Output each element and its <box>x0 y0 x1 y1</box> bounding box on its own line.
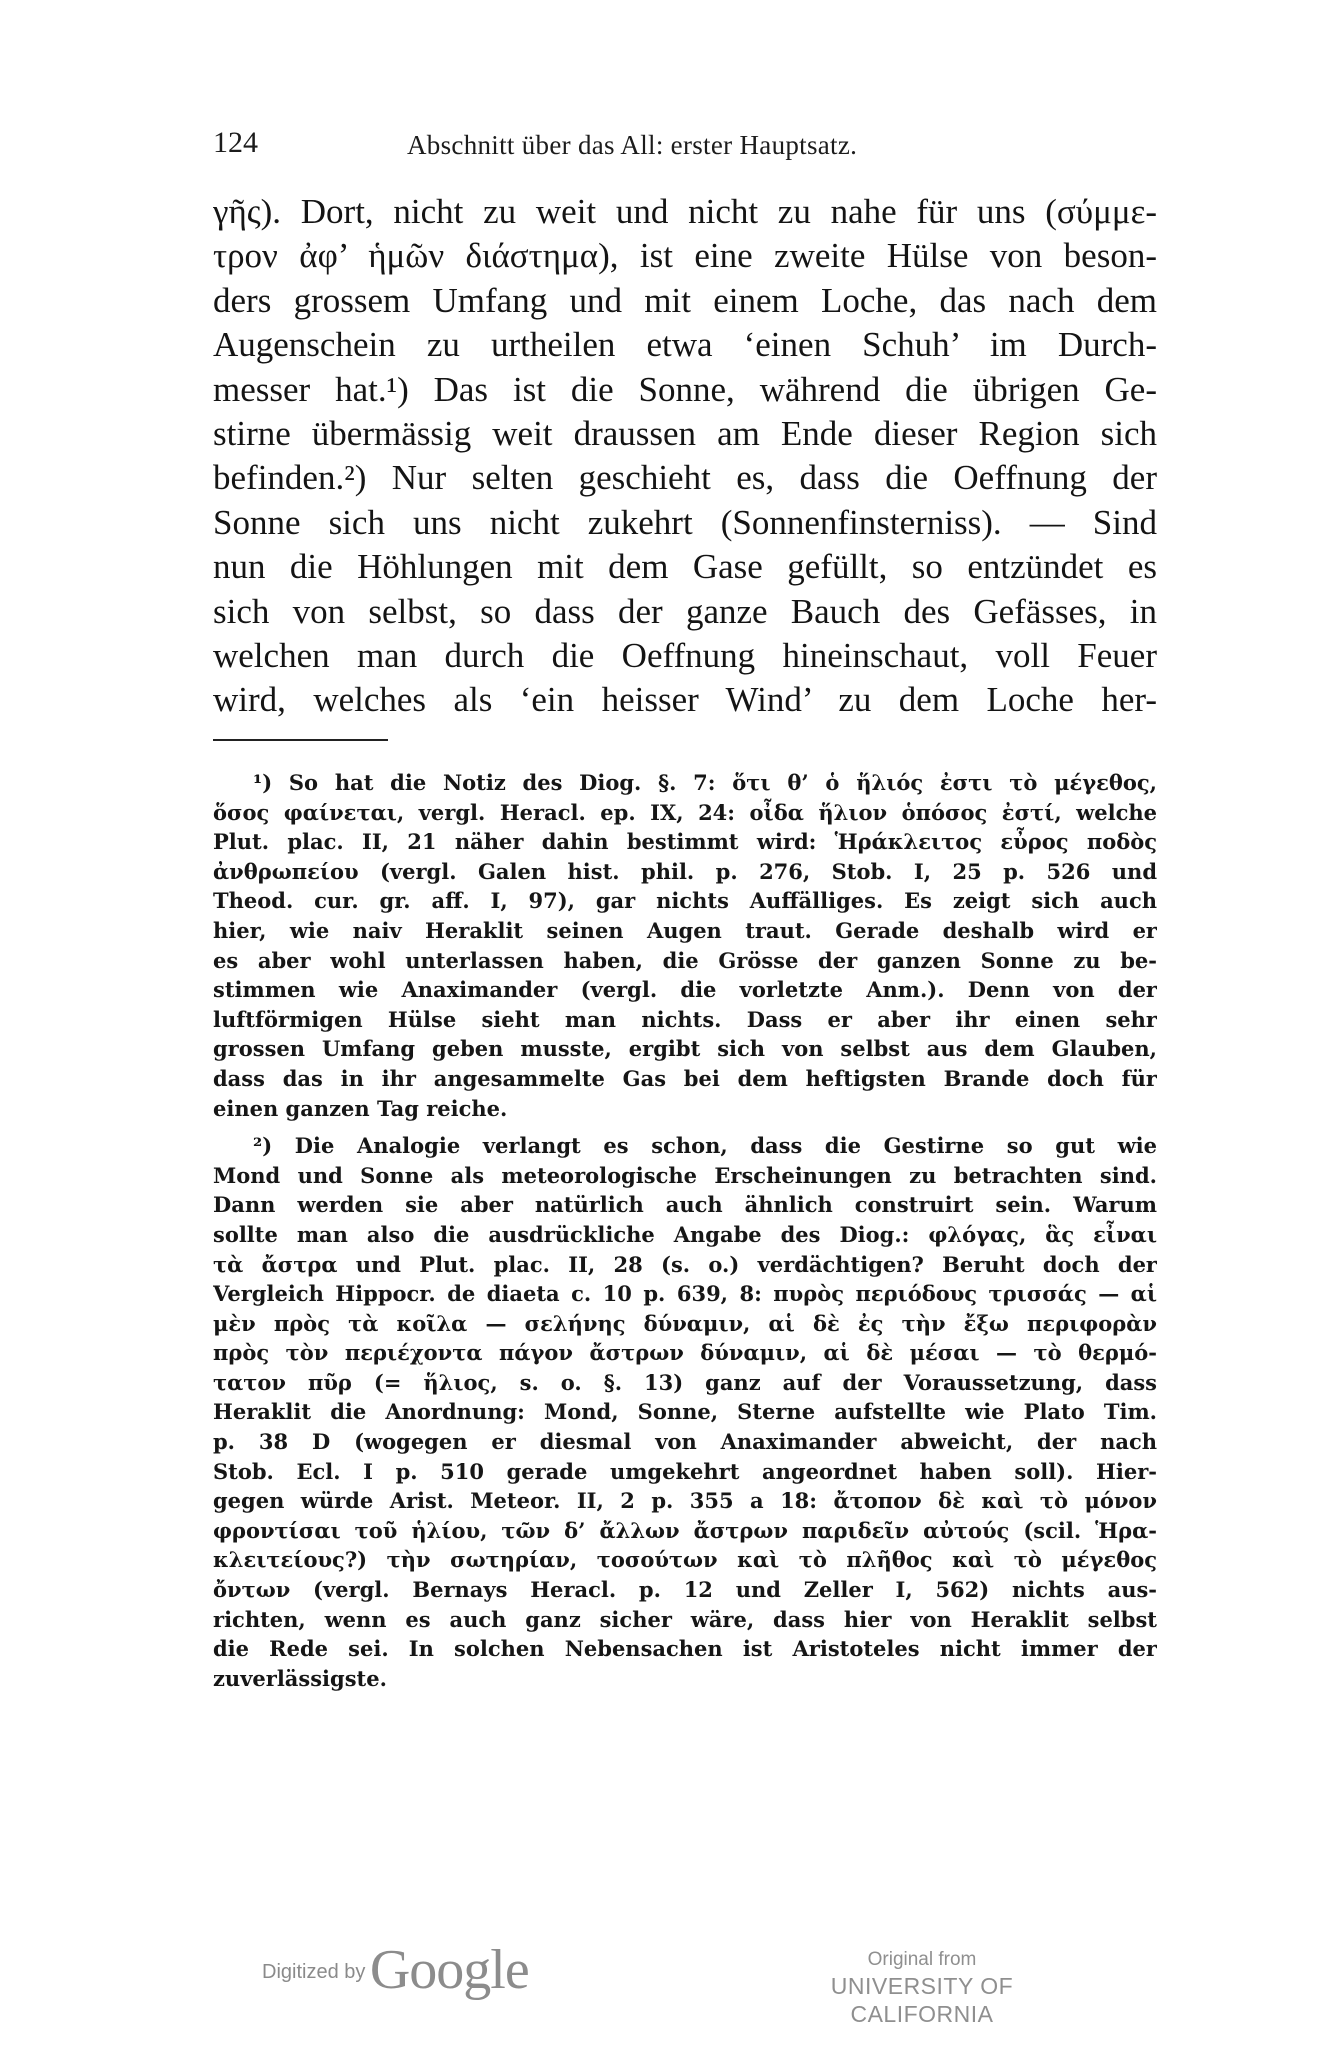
body-line: ders grossem Umfang und mit einem Loche, das nach dem <box>213 280 1157 320</box>
footnote-gap <box>213 1123 1157 1131</box>
digitized-label: Digitized by <box>262 1961 366 1983</box>
body-line: welchen man durch die Oeffnung hineinschaut, voll Feuer <box>213 635 1157 675</box>
footnote-2-line: Vergleich Hippocr. de diaeta c. 10 p. 639, 8: πυρὸς περιόδους τρισσάς — αἱ <box>213 1281 1157 1307</box>
footnote-2-line: μὲν πρὸς τὰ κοῖλα — σελήνης δύναμιν, αἱ δὲ ἐς τὴν ἔξω περιφορὰν <box>213 1310 1157 1336</box>
footnote-separator <box>213 739 388 741</box>
footnote-2-line: richten, wenn es auch ganz sicher wäre, dass hier von Heraklit selbst <box>213 1606 1157 1632</box>
footnote-1-line: stimmen wie Anaximander (vergl. die vorletzte Anm.). Denn von der <box>213 977 1157 1003</box>
footnote-2-line: p. 38 D (wogegen er diesmal von Anaximander abweicht, der nach <box>213 1429 1157 1455</box>
body-line: messer hat.¹) Das ist die Sonne, während die übrigen Ge- <box>213 369 1157 409</box>
footnote-1-line: ¹) So hat die Notiz des Diog. §. 7: ὅτι θ’ ὁ ἥλιός ἐστι τὸ μέγεθος, <box>253 770 1157 795</box>
footnote-2-line: Mond und Sonne als meteorologische Erscheinungen zu betrachten sind. <box>213 1162 1157 1188</box>
original-from-label: Original from <box>867 1949 977 1970</box>
footnote-2-line: sollte man also die ausdrückliche Angabe des Diog.: φλόγας, ἃς εἶναι <box>213 1221 1157 1247</box>
footnotes <box>213 768 1157 1693</box>
footnote-2-line: κλειτείους?) τὴν σωτηρίαν, τοσούτων καὶ τὸ πλῆθος καὶ τὸ μέγεθος <box>213 1547 1157 1573</box>
footnote-1-line: Plut. plac. II, 21 näher dahin bestimmt wird: Ἡράκλειτος εὖρος ποδὸς <box>213 829 1157 855</box>
footnote-2-line: τὰ ἄστρα und Plut. plac. II, 28 (s. o.) verdächtigen? Beruht doch der <box>213 1251 1157 1277</box>
body-line: stirne übermässig weit draussen am Ende dieser Region sich <box>213 413 1157 453</box>
footnote-1-line: einen ganzen Tag reiche. <box>213 1095 508 1121</box>
footnote-2-line: zuverlässigste. <box>213 1665 387 1691</box>
digitized-by-watermark <box>262 1938 529 2002</box>
footnote-1-line: luftförmigen Hülse sieht man nichts. Dass er aber ihr einen sehr <box>213 1006 1157 1032</box>
footnote-2-line: τατον πῦρ (= ἥλιος, s. o. §. 13) ganz auf der Voraussetzung, dass <box>213 1369 1157 1395</box>
footnote-2-line: Stob. Ecl. I p. 510 gerade umgekehrt angeordnet haben soll). Hier- <box>213 1458 1157 1484</box>
footnote-2-line: πρὸς τὸν περιέχοντα πάγον ἄστρων δύναμιν, αἱ δὲ μέσαι — τὸ θερμό- <box>213 1340 1157 1366</box>
body-line: nun die Höhlungen mit dem Gase gefüllt, so entzündet es <box>213 547 1157 587</box>
footnote-2-line: Dann werden sie aber natürlich auch ähnlich construirt sein. Warum <box>213 1192 1157 1218</box>
body-line: Sonne sich uns nicht zukehrt (Sonnenfinsterniss). — Sind <box>213 502 1157 542</box>
body-line: γῆς). Dort, nicht zu weit und nicht zu nahe für uns (σύμμε- <box>213 192 1157 231</box>
footnote-1-line: ὅσος φαίνεται, vergl. Heracl. ep. IX, 24: οἶδα ἥλιον ὁπόσος ἐστί, welche <box>213 799 1157 825</box>
main-text <box>213 190 1157 723</box>
body-line: befinden.²) Nur selten geschieht es, dass die Oeffnung der <box>213 458 1157 498</box>
footnote-1-line: Theod. cur. gr. aff. I, 97), gar nichts Auffälliges. Es zeigt sich auch <box>213 888 1157 914</box>
footnote-1-line: dass das in ihr angesammelte Gas bei dem heftigsten Brande doch für <box>213 1065 1157 1091</box>
body-line: wird, welches als ‘ein heisser Wind’ zu dem Loche her- <box>213 680 1157 720</box>
university-label: UNIVERSITY OF CALIFORNIA <box>830 1973 1014 2027</box>
body-line: τρον ἀφ’ ἡμῶν διάστημα), ist eine zweite Hülse von beson- <box>213 236 1157 276</box>
page-number: 124 <box>213 126 258 159</box>
original-from-watermark <box>772 1948 1072 2028</box>
footnote-1-line: hier, wie naiv Heraklit seinen Augen traut. Gerade deshalb wird er <box>213 917 1157 943</box>
footnote-2-line: ὄντων (vergl. Bernays Heracl. p. 12 und Zeller I, 562) nichts aus- <box>213 1577 1157 1603</box>
google-logo: Google <box>369 1939 529 2001</box>
footnote-2-line: ²) Die Analogie verlangt es schon, dass die Gestirne so gut wie <box>253 1133 1157 1159</box>
body-line: sich von selbst, so dass der ganze Bauch des Gefässes, in <box>213 591 1157 631</box>
footnote-2-line: die Rede sei. In solchen Nebensachen ist Aristoteles nicht immer der <box>213 1636 1157 1662</box>
footnote-2-line: φροντίσαι τοῦ ἡλίου, τῶν δ’ ἄλλων ἄστρων παριδεῖν αὐτούς (scil. Ἡρα- <box>213 1517 1157 1543</box>
footnote-2-line: Heraklit die Anordnung: Mond, Sonne, Sterne aufstellte wie Plato Tim. <box>213 1399 1157 1425</box>
footnote-2-line: gegen würde Arist. Meteor. II, 2 p. 355 a 18: ἄτοπον δὲ καὶ τὸ μόνον <box>213 1488 1157 1514</box>
body-line: Augenschein zu urtheilen etwa ‘einen Schuh’ im Durch- <box>213 325 1157 365</box>
footnote-1-line: grossen Umfang geben musste, ergibt sich von selbst aus dem Glauben, <box>213 1036 1157 1062</box>
footnote-1-line: ἀνθρωπείου (vergl. Galen hist. phil. p. 276, Stob. I, 25 p. 526 und <box>213 858 1157 884</box>
running-head: Abschnitt über das All: erster Hauptsatz. <box>407 130 858 160</box>
footnote-1-line: es aber wohl unterlassen haben, die Grösse der ganzen Sonne zu be- <box>213 947 1157 973</box>
